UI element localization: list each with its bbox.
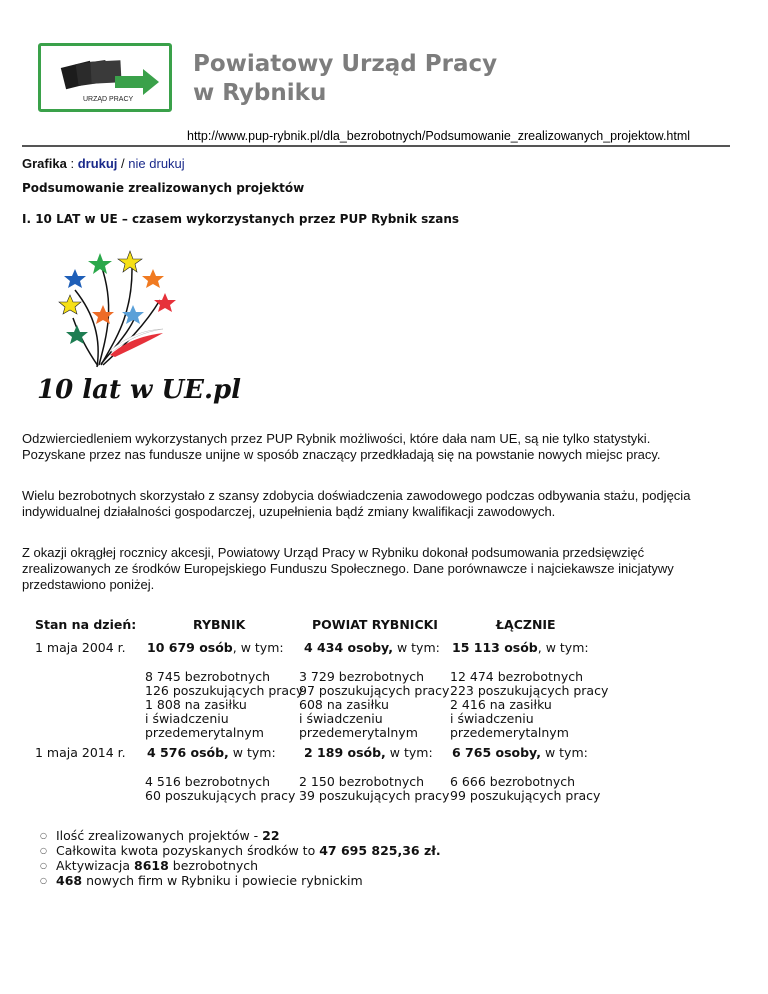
paragraph-1-line: Pozyskane przez nas fundusze unijne w sposób znaczący przedkładają się na powstanie nowych miejsc pracy. [22, 447, 661, 462]
col-header-date: Stan na dzień: [35, 617, 137, 632]
details-sum-2014: 6 666 bezrobotnych 99 poszukujących pracy [450, 774, 601, 803]
paragraph-3-line: zrealizowanych ze środków Europejskiego Funduszu Społecznego. Dane porównawcze i najciekawsze inicjatywy [22, 561, 674, 576]
pup-logo[interactable] [38, 43, 172, 112]
paragraph-3 [22, 545, 722, 593]
total-sum-2014: 6 765 osoby, w tym: [452, 745, 588, 760]
org-name [193, 50, 497, 108]
no-print-link[interactable]: nie drukuj [128, 156, 185, 171]
total-rybnik-2014: 4 576 osób, w tym: [147, 745, 276, 760]
page-title: Podsumowanie zrealizowanych projektów [22, 181, 305, 195]
paragraph-3-line: Z okazji okrągłej rocznicy akcesji, Powiatowy Urząd Pracy w Rybniku dokonał podsumowania przedsięwzięć [22, 545, 645, 560]
page-url: http://www.pup-rybnik.pl/dla_bezrobotnych/Podsumowanie_zrealizowanych_projektow.html [187, 129, 691, 143]
header-divider [22, 145, 730, 147]
logo-cards-arrow-icon [41, 46, 169, 109]
details-powiat-2004: 3 729 bezrobotnych 97 poszukujących pracy 608 na zasiłku i świadczeniu przedemerytalnym [299, 669, 450, 740]
emblem-text: 10 lat w UE.pl [37, 375, 242, 405]
logo-label: URZĄD PRACY [83, 96, 134, 103]
details-rybnik-2004: 8 745 bezrobotnych 126 poszukujących pracy 1 808 na zasiłku i świadczeniu przedemerytalnym [145, 669, 304, 740]
paragraph-1 [22, 431, 722, 463]
paragraph-3-line: przedstawiono poniżej. [22, 577, 155, 592]
grafika-label: Grafika [22, 156, 67, 171]
section-title: I. 10 LAT w UE – czasem wykorzystanych przez PUP Rybnik szans [22, 212, 460, 226]
paragraph-2 [22, 488, 722, 520]
paragraph-2-line: indywidualnej działalności gospodarczej, uzupełnienia bądź zmiany kwalifikacji zawodowych. [22, 504, 556, 519]
details-sum-2004: 12 474 bezrobotnych 223 poszukujących pracy 2 416 na zasiłku i świadczeniu przedemerytalnym [450, 669, 609, 740]
col-header-total: ŁĄCZNIE [496, 617, 556, 632]
total-powiat-2004: 4 434 osoby, w tym: [304, 640, 440, 655]
paragraph-1-line: Odzwierciedleniem wykorzystanych przez PUP Rybnik możliwości, które dała nam UE, są nie tylko statystyki. [22, 431, 651, 446]
list-item: ○ Całkowita kwota pozyskanych środków to 47 695 825,36 zł. [40, 843, 441, 858]
list-item: ○ 468 nowych firm w Rybniku i powiecie rybnickim [40, 873, 441, 888]
row-date: 1 maja 2004 r. [35, 640, 126, 655]
col-header-rybnik: RYBNIK [193, 617, 246, 632]
emblem-stars [59, 251, 176, 344]
total-rybnik-2004: 10 679 osób, w tym: [147, 640, 284, 655]
total-powiat-2014: 2 189 osób, w tym: [304, 745, 433, 760]
total-sum-2004: 15 113 osób, w tym: [452, 640, 589, 655]
list-item: ○ Aktywizacja 8618 bezrobotnych [40, 858, 441, 873]
grafika-sep: : [70, 156, 75, 171]
print-options [22, 156, 185, 171]
details-powiat-2014: 2 150 bezrobotnych 39 poszukujących pracy [299, 774, 450, 803]
paragraph-2-line: Wielu bezrobotnych skorzystało z szansy zdobycia doświadczenia zawodowego podczas odbywania stażu, podjęcia [22, 488, 691, 503]
ten-years-eu-emblem [35, 245, 242, 405]
slash: / [121, 156, 125, 171]
org-name-line1: Powiatowy Urząd Pracy [193, 51, 498, 77]
row-date: 1 maja 2014 r. [35, 745, 126, 760]
col-header-powiat: POWIAT RYBNICKI [312, 617, 438, 632]
list-item: ○ Ilość zrealizowanych projektów - 22 [40, 828, 441, 843]
print-link[interactable]: drukuj [77, 156, 118, 171]
org-name-line2: w Rybniku [193, 80, 327, 106]
facts-list [40, 828, 441, 888]
details-rybnik-2014: 4 516 bezrobotnych 60 poszukujących pracy [145, 774, 296, 803]
